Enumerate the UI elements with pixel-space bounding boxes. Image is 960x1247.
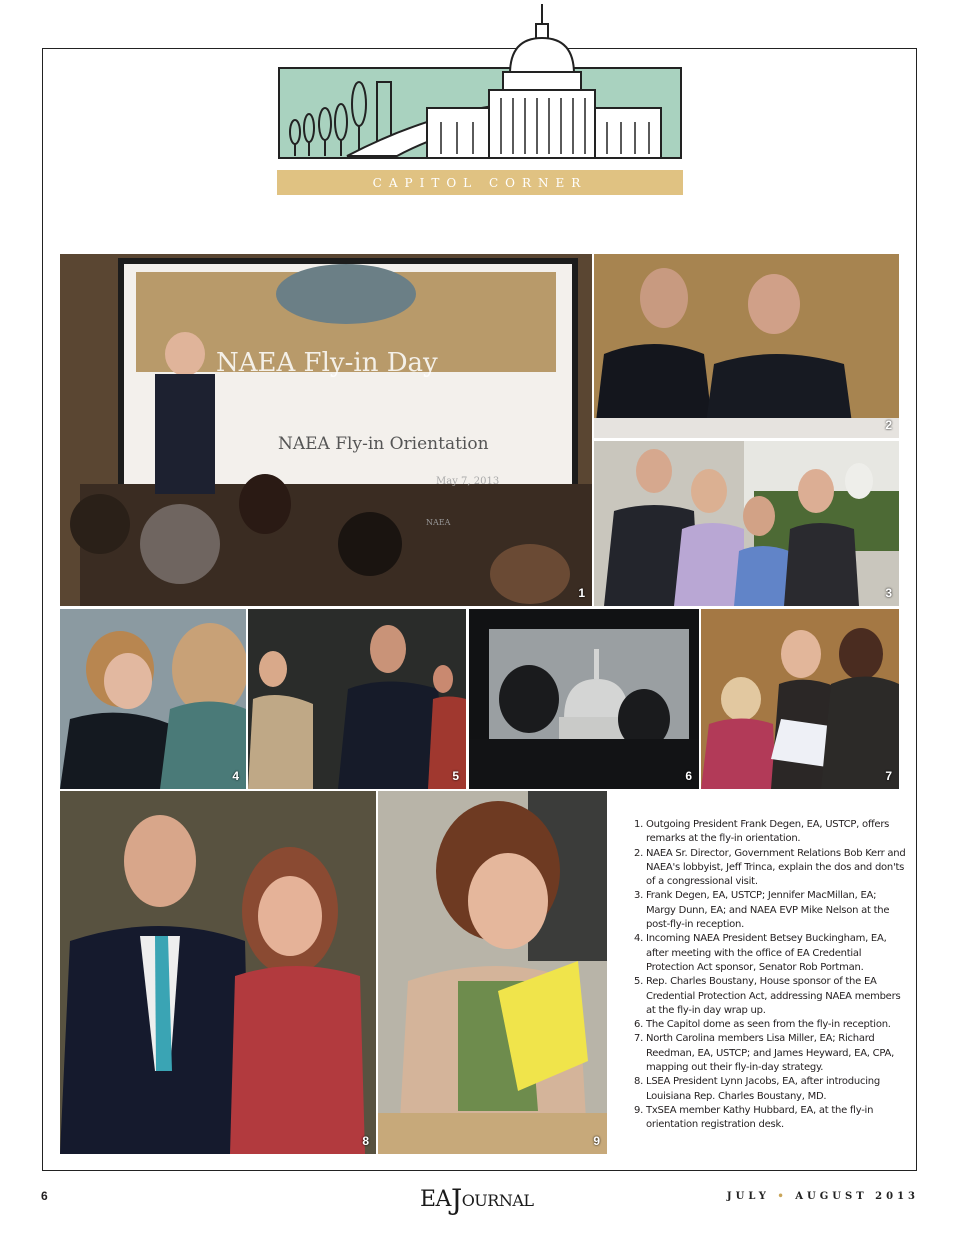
photo-2 <box>594 254 899 438</box>
photo-number: 5 <box>452 769 459 783</box>
photo-3 <box>594 441 899 606</box>
photo-5 <box>248 609 466 789</box>
capitol-illustration <box>277 4 683 196</box>
screen-date: May 7, 2013 <box>436 476 500 487</box>
page-number: 6 <box>41 1189 48 1203</box>
caption-item: 2. NAEA Sr. Director, Government Relations Bob Kerr and NAEA's lobbyist, Jeff Trinca, explain the dos and don'ts of a congressional visit. <box>646 847 906 890</box>
logo-ea: EA <box>420 1187 451 1212</box>
section-title: CAPITOL CORNER <box>372 176 588 190</box>
photo-8 <box>60 791 376 1154</box>
caption-item: 1. Outgoing President Frank Degen, EA, USTCP, offers remarks at the fly-in orientation. <box>646 818 906 847</box>
logo-j: J <box>450 1183 462 1216</box>
section-banner <box>277 170 683 195</box>
photo-number: 3 <box>885 586 892 600</box>
caption-item: 9. TxSEA member Kathy Hubbard, EA, at the fly-in orientation registration desk. <box>646 1104 906 1133</box>
photo-number: 7 <box>885 769 892 783</box>
photo-number: 4 <box>232 769 239 783</box>
journal-logo <box>420 1183 534 1216</box>
photo-number: 9 <box>593 1134 600 1148</box>
caption-item: 8. LSEA President Lynn Jacobs, EA, after introducing Louisiana Rep. Charles Boustany, MD. <box>646 1075 906 1104</box>
photo-number: 6 <box>685 769 692 783</box>
photo-number: 8 <box>362 1134 369 1148</box>
caption-item: 7. North Carolina members Lisa Miller, EA; Richard Reedman, EA, USTCP; and James Heyward, EA, CPA, mapping out their fly-in-day strategy. <box>646 1032 906 1075</box>
photo-number: 1 <box>578 586 585 600</box>
photo-4 <box>60 609 246 789</box>
logo-rest: OURNAL <box>461 1191 534 1210</box>
photo-6 <box>469 609 699 789</box>
photo-captions <box>632 818 906 1133</box>
caption-item: 5. Rep. Charles Boustany, House sponsor of the EA Credential Protection Act, addressing NAEA members at the fly-in day wrap up. <box>646 975 906 1018</box>
issue-date <box>727 1191 919 1202</box>
date-separator: • <box>777 1191 788 1202</box>
photo-7 <box>701 609 899 789</box>
photo-1 <box>60 254 592 606</box>
caption-item: 4. Incoming NAEA President Betsey Buckingham, EA, after meeting with the office of EA Credential Protection Act sponsor, Senator Rob Portman. <box>646 932 906 975</box>
projector-screen-text <box>136 272 556 527</box>
caption-item: 6. The Capitol dome as seen from the fly-in reception. <box>646 1018 906 1032</box>
photo-number: 2 <box>885 418 892 432</box>
screen-subtitle: NAEA Fly-in Orientation <box>278 434 489 454</box>
issue-month-year: AUGUST 2013 <box>795 1191 919 1202</box>
screen-title: NAEA Fly-in Day <box>216 348 438 378</box>
caption-item: 3. Frank Degen, EA, USTCP; Jennifer MacMillan, EA; Margy Dunn, EA; and NAEA EVP Mike Nelson at the post-fly-in reception. <box>646 889 906 932</box>
screen-org: NAEA <box>426 518 451 527</box>
photo-9 <box>378 791 607 1154</box>
issue-month: JULY <box>726 1191 770 1202</box>
